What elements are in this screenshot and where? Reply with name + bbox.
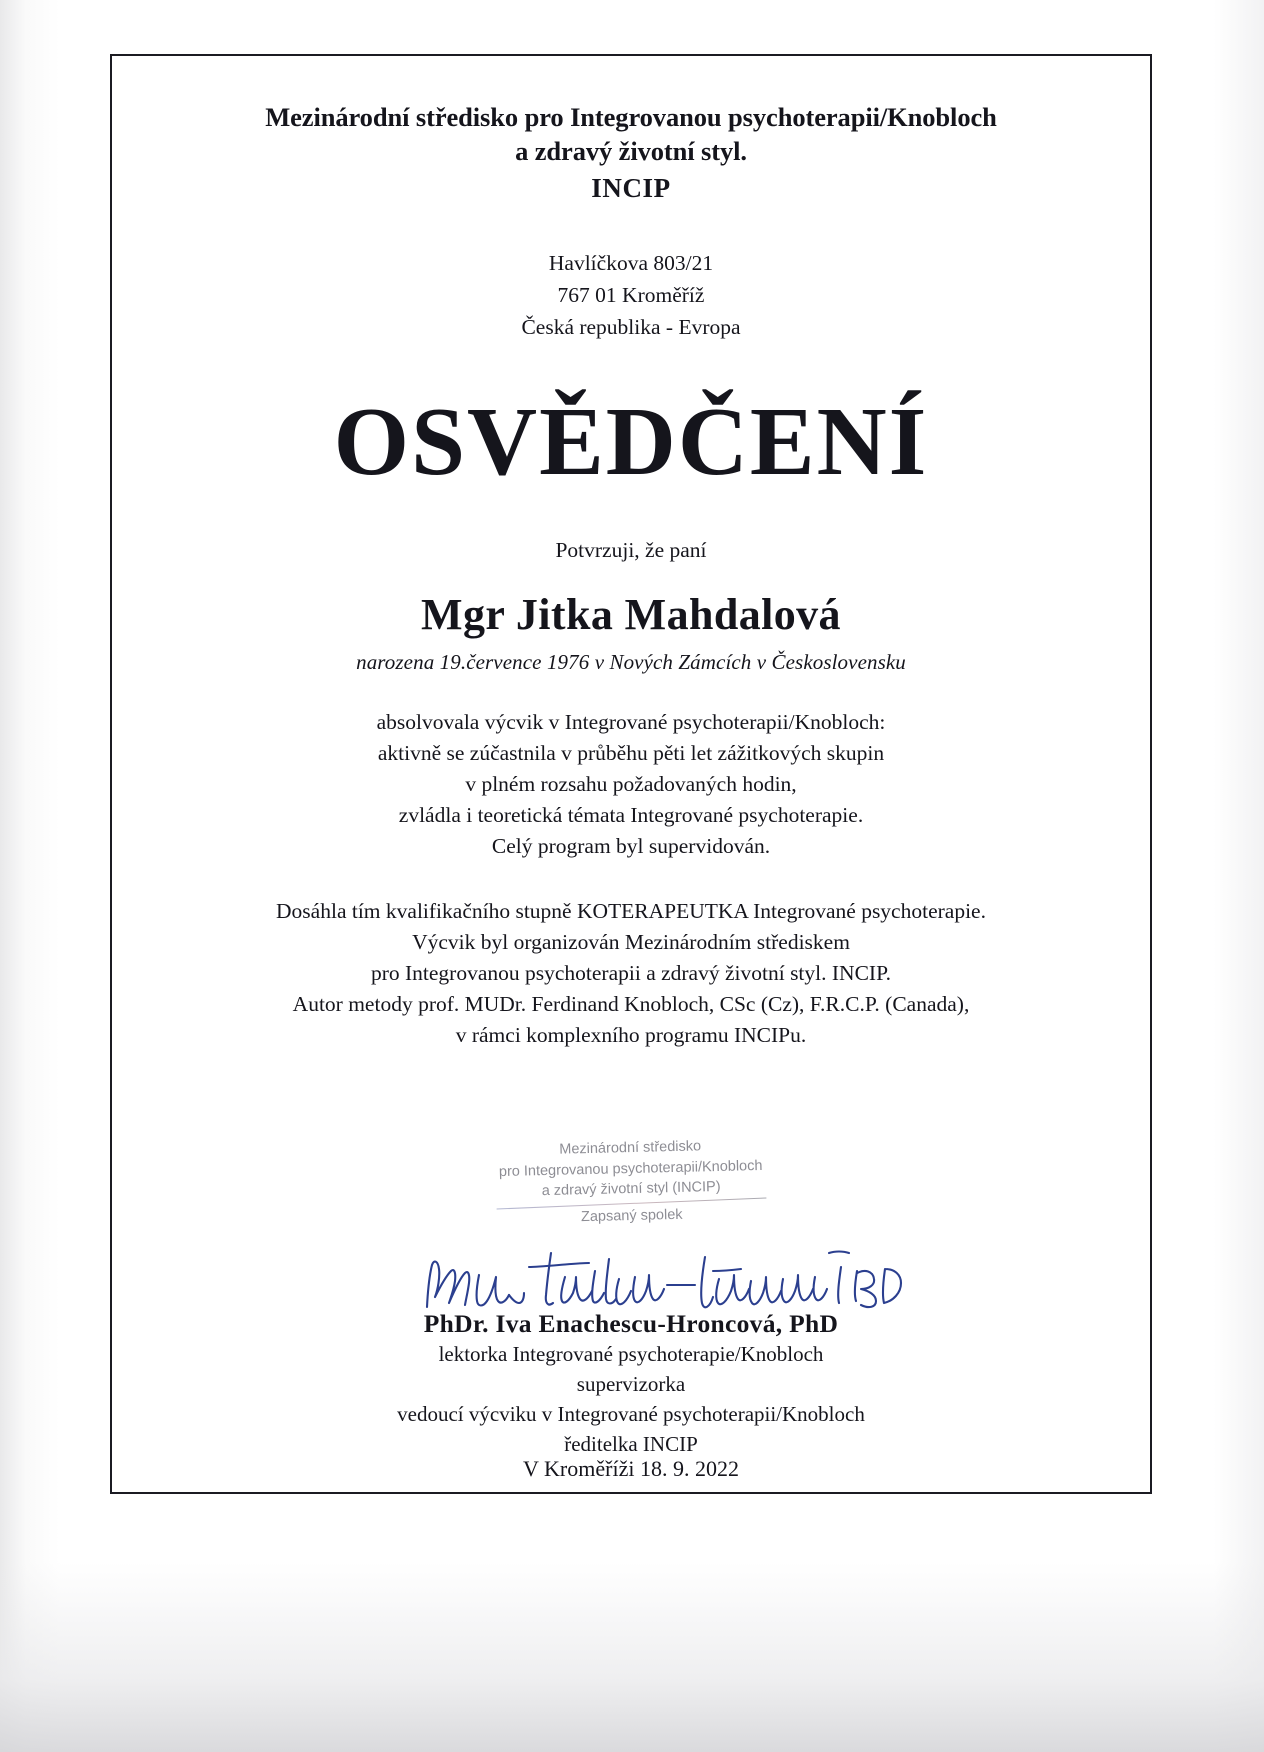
stamp-line-3: a zdravý životní styl (INCIP) [541,1179,721,1200]
body-line: Celý program byl supervidován. [491,834,771,859]
body-line: aktivně se zúčastnila v průběhu pěti let zážitkových skupin [377,741,885,766]
recipient-name: Mgr Jitka Mahdalová [421,590,841,640]
confirmation-line: Potvrzuji, že paní [555,538,707,563]
signatory-role: vedoucí výcviku v Integrované psychoterapii/Knobloch [397,1401,865,1426]
stamp-line-1: Mezinárodní středisko [559,1138,702,1158]
certificate-content [112,56,1150,1051]
organization-name-line-1: Mezinárodní středisko pro Integrovanou psychoterapii/Knobloch [265,102,997,132]
organization-name-line-2: a zdravý životní styl. [515,136,747,167]
address-line-country: Česká republika - Evropa [521,314,741,339]
body-line: Dosáhla tím kvalifikačního stupně KOTERAPEUTKA Integrované psychoterapie. [276,899,986,924]
address-line-street: Havlíčkova 803/21 [548,250,714,275]
place-and-date: V Kroměříži 18. 9. 2022 [523,1456,739,1481]
organization-acronym: INCIP [591,172,671,203]
official-stamp [415,1133,847,1231]
certificate-title: OSVĚDČENÍ [333,388,929,496]
certificate-border-frame [110,54,1152,1494]
signatory-role: lektorka Integrované psychoterapie/Knobloch [438,1342,824,1366]
body-line: pro Integrovanou psychoterapii a zdravý životní styl. INCIP. [370,961,892,986]
body-line: Autor metody prof. MUDr. Ferdinand Knobloch, CSc (Cz), F.R.C.P. (Canada), [292,991,970,1016]
recipient-birth-line: narozena 19.července 1976 v Nových Zámcích v Československu [356,650,906,675]
organization-address [112,248,1150,343]
stamp-line-2: pro Integrovanou psychoterapii/Knobloch [498,1157,763,1180]
body-paragraph-one [112,707,1150,862]
body-line: v plném rozsahu požadovaných hodin, [465,772,797,797]
signatory-name: PhDr. Iva Enachescu-Hroncová, PhD [423,1309,839,1338]
address-line-city: 767 01 Kroměříž [557,282,705,307]
body-line: zvládla i teoretická témata Integrované psychoterapie. [398,803,864,828]
body-line: absolvovala výcvik v Integrované psychoterapii/Knobloch: [376,710,886,735]
signatory-role: ředitelka INCIP [564,1431,698,1456]
body-line: Výcvik byl organizován Mezinárodním střediskem [412,930,850,955]
signatory-role: supervizorka [576,1371,686,1396]
stamp-line-4: Zapsaný spolek [580,1206,683,1225]
organization-header [112,100,1150,206]
body-paragraph-two [112,896,1150,1051]
signatory-block [112,1309,1150,1459]
body-line: v rámci komplexního programu INCIPu. [455,1022,807,1047]
